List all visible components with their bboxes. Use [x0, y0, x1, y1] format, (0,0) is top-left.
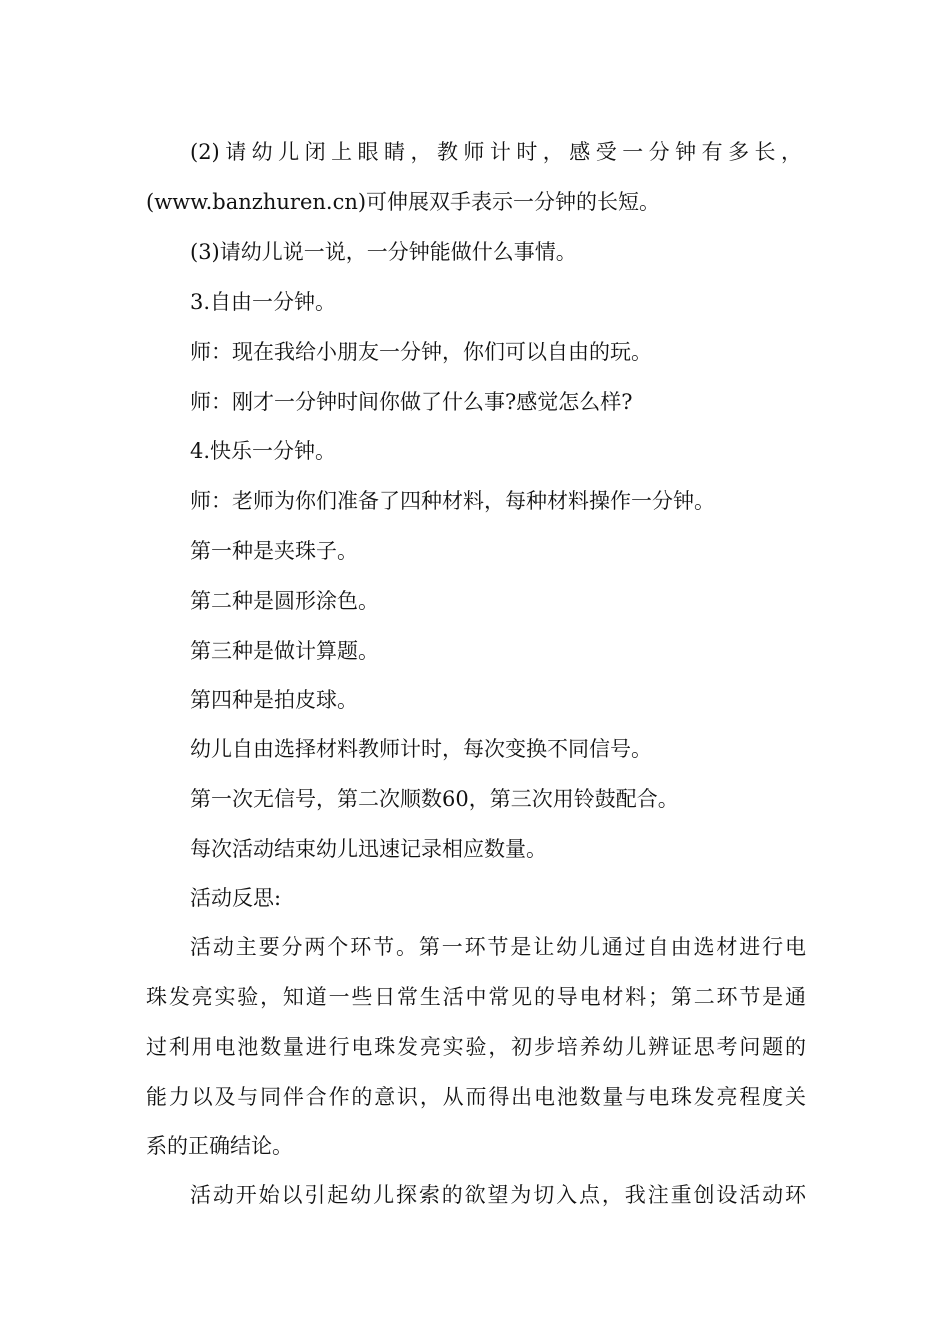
text-line: 珠发亮实验，知道一些日常生活中常见的导电材料；第二环节是通 — [146, 985, 806, 1009]
text-line: (3)请幼儿说一说，一分钟能做什么事情。 — [190, 240, 577, 264]
text-line: 活动开始以引起幼儿探索的欲望为切入点，我注重创设活动环 — [190, 1183, 806, 1207]
section-heading: 3.自由一分钟。 — [190, 290, 337, 314]
section-heading: 活动反思: — [190, 886, 282, 910]
text-line: 第一种是夹珠子。 — [190, 539, 358, 563]
text-line: 第一次无信号，第二次顺数60，第三次用铃鼓配合。 — [190, 787, 679, 811]
section-heading: 4.快乐一分钟。 — [190, 439, 337, 463]
text-line: 活动主要分两个环节。第一环节是让幼儿通过自由选材进行电 — [190, 935, 806, 959]
text-line: 师：刚才一分钟时间你做了什么事?感觉怎么样? — [190, 390, 633, 414]
text-line: (www.banzhuren.cn)可伸展双手表示一分钟的长短。 — [146, 190, 661, 214]
text-line: 第二种是圆形涂色。 — [190, 589, 379, 613]
text-line: 系的正确结论。 — [146, 1134, 293, 1158]
text-line: 师：老师为你们准备了四种材料，每种材料操作一分钟。 — [190, 489, 715, 513]
text-line: (2)请幼儿闭上眼睛，教师计时，感受一分钟有多长， — [190, 140, 802, 164]
text-line: 师：现在我给小朋友一分钟，你们可以自由的玩。 — [190, 340, 652, 364]
text-line: 每次活动结束幼儿迅速记录相应数量。 — [190, 837, 547, 861]
text-line: 能力以及与同伴合作的意识，从而得出电池数量与电珠发亮程度关 — [146, 1085, 806, 1109]
text-line: 幼儿自由选择材料教师计时，每次变换不同信号。 — [190, 737, 652, 761]
text-line: 第四种是拍皮球。 — [190, 688, 358, 712]
text-line: 过利用电池数量进行电珠发亮实验，初步培养幼儿辨证思考问题的 — [146, 1035, 806, 1059]
text-line: 第三种是做计算题。 — [190, 639, 379, 663]
